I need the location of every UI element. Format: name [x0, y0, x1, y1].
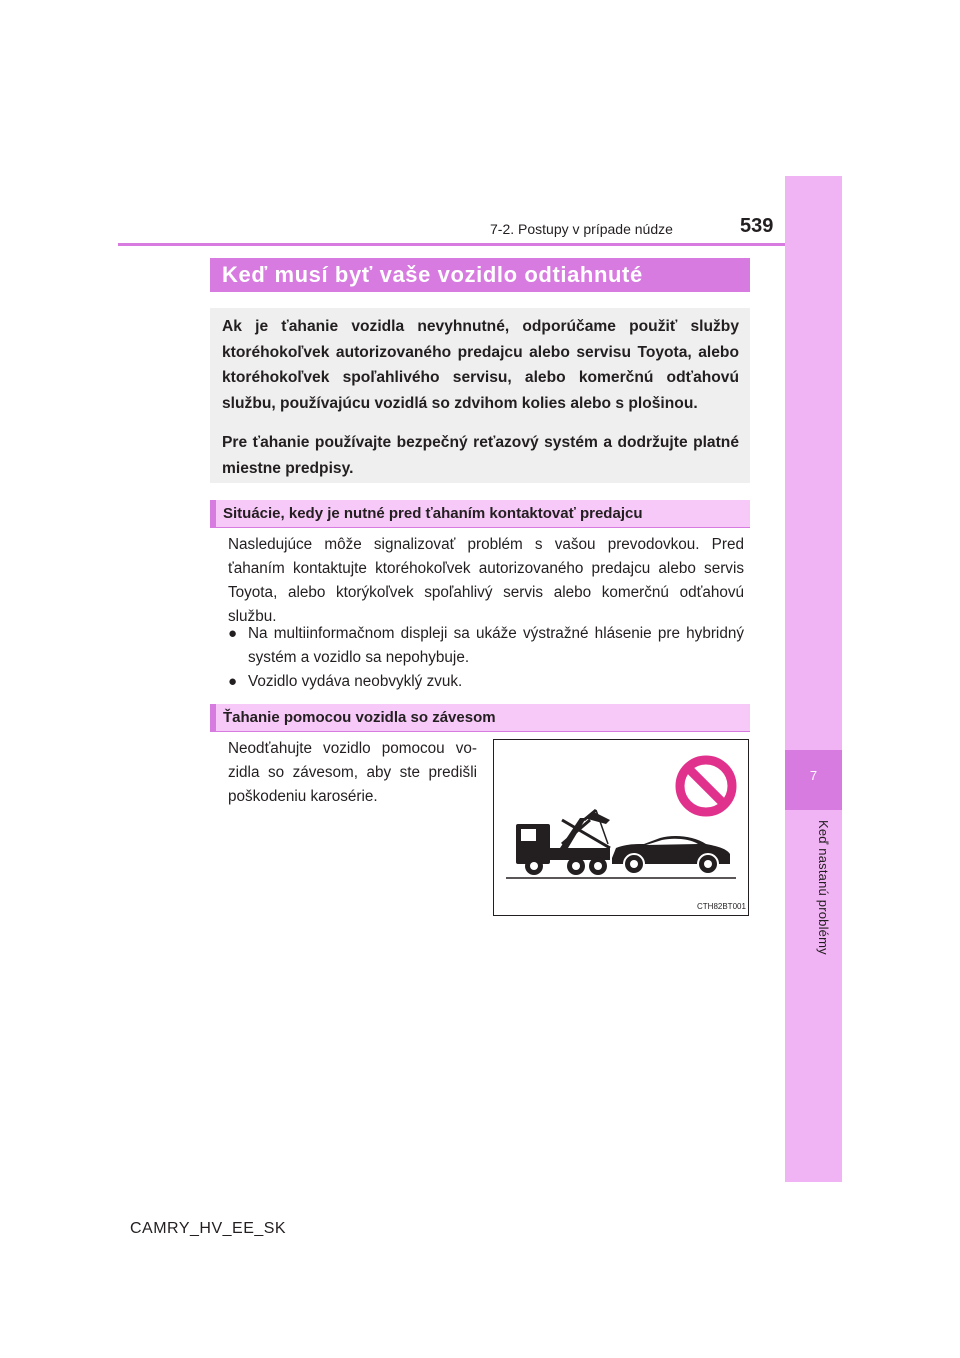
body-paragraph: Nasledujúce môže signalizovať problém s vašou prevodovkou. Pred ťahaním kontaktujte ktoréhokoľvek autorizovaného predajcu alebo servis Toyota, alebo ktorýkoľvek spoľahlivý servis alebo komerčnú odťahovú službu. [228, 536, 744, 625]
section-title: 7-2. Postupy v prípade núdze [490, 221, 673, 237]
chapter-side-tab [785, 176, 842, 1182]
header-rule [118, 243, 785, 246]
prohibition-icon [680, 760, 732, 812]
towed-car-icon [612, 836, 730, 874]
intro-paragraph: Pre ťahanie používajte bezpečný reťazový systém a dodržujte platné miestne predpisy. [222, 434, 739, 477]
chapter-label: Keď nastanú problémy [816, 820, 831, 955]
bullet-icon: ● [228, 673, 238, 690]
page-title: Keď musí byť vaše vozidlo odtiahnuté [222, 262, 643, 287]
subheading-rule [210, 731, 750, 732]
bullet-icon: ● [228, 625, 238, 642]
body-paragraph: Neodťahujte vozidlo pomocou vozidla so závesom, aby ste predišli poškodeniu karosérie. [228, 740, 477, 805]
list-item-text: Vozidlo vydáva neobvyklý zvuk. [248, 673, 463, 690]
figure-code: CTH82BT001 [697, 902, 746, 911]
page-number: 539 [740, 215, 774, 237]
towing-illustration [493, 739, 749, 916]
subheading-sling-towing: Ťahanie pomocou vozidla so závesom [223, 709, 496, 726]
intro-paragraph: Ak je ťahanie vozidla nevyhnutné, odporúčame použiť služby ktoréhokoľvek autorizovaného predajcu alebo servisu Toyota, alebo ktoréhokoľvek spoľahlivého servisu, alebo komerčnú odťahovú službu, používajúcu vozidlá so zdvihom kolies alebo s plošinou. [222, 318, 739, 412]
tow-truck-icon [516, 810, 610, 875]
list-item-text: Na multiinformačnom displeji sa ukáže výstražné hlásenie pre hybridný systém a vozidlo sa nepohybuje. [248, 625, 744, 666]
subheading-accent [210, 704, 216, 732]
document-code: CAMRY_HV_EE_SK [130, 1220, 287, 1237]
subheading-contact-dealer: Situácie, kedy je nutné pred ťahaním kontaktovať predajcu [223, 505, 643, 522]
list-item [228, 670, 744, 694]
subheading-accent [210, 500, 216, 528]
list-item [228, 622, 744, 670]
chapter-number: 7 [809, 768, 818, 783]
subheading-rule [210, 527, 750, 528]
